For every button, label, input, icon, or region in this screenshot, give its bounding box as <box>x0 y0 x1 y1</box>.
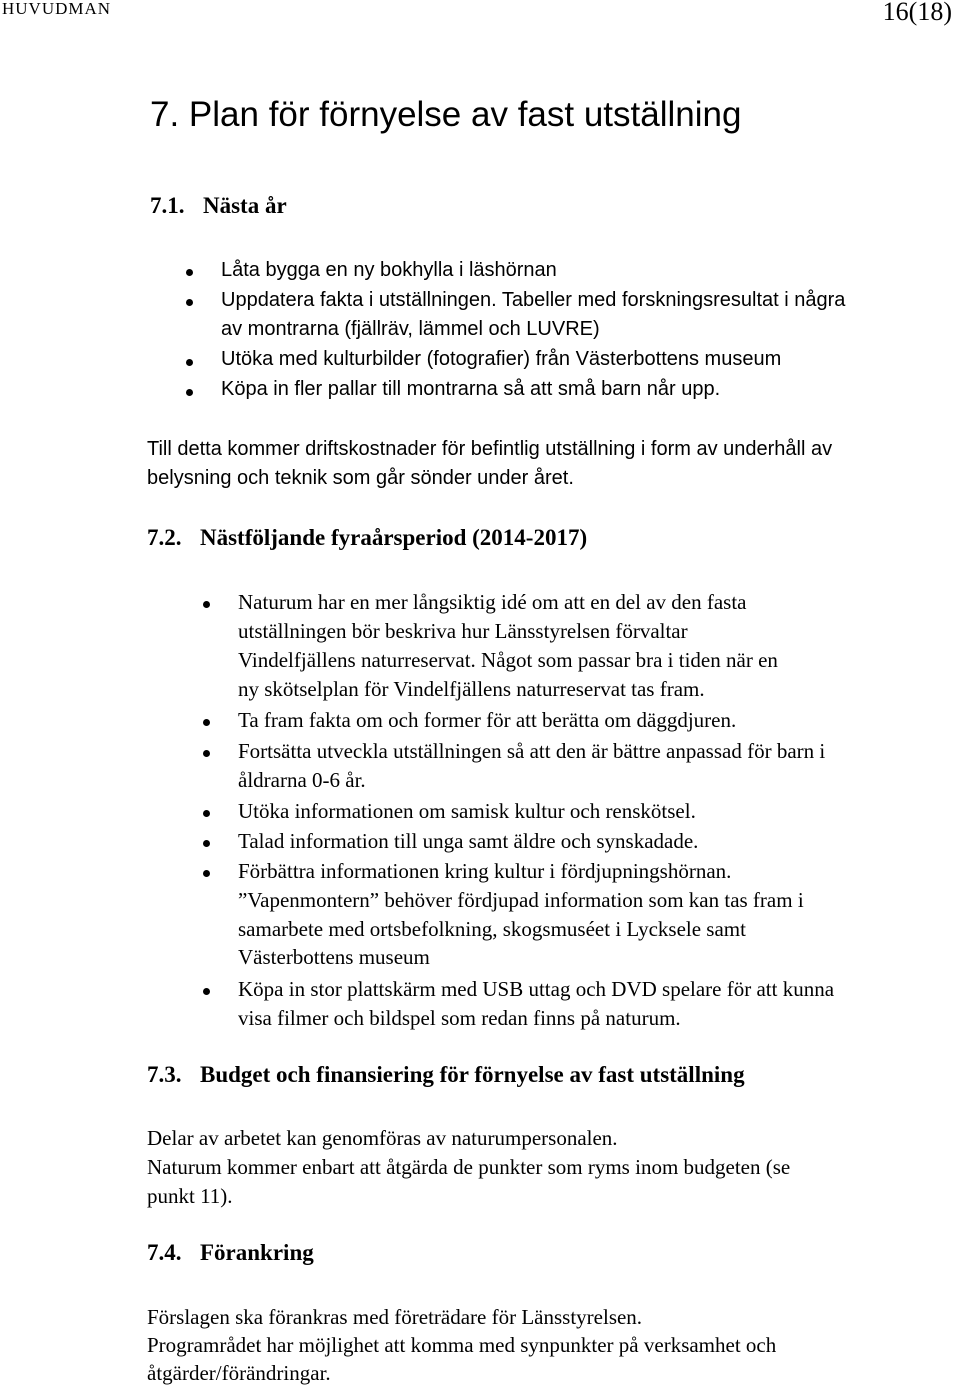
list-item: Utöka informationen om samisk kultur och renskötsel. <box>238 799 696 823</box>
paragraph-line: Delar av arbetet kan genomföras av naturumpersonalen. <box>147 1126 618 1150</box>
paragraph-line: Naturum kommer enbart att åtgärda de punkter som ryms inom budgeten (se <box>147 1155 791 1179</box>
section-heading: 7. Plan för förnyelse av fast utställning <box>150 95 742 134</box>
list-item: Förbättra informationen kring kultur i fördjupningshörnan. <box>238 859 732 883</box>
paragraph-line: punkt 11). <box>147 1184 233 1208</box>
list-item: Uppdatera fakta i utställningen. Tabeller med forskningsresultat i några <box>221 289 846 311</box>
list-item-continuation: utställningen bör beskriva hur Länsstyrelsen förvaltar <box>238 619 688 643</box>
list-item-continuation: av montrarna (fjällräv, lämmel och LUVRE) <box>221 318 600 340</box>
bullet-icon <box>203 750 210 757</box>
list-item: Låta bygga en ny bokhylla i läshörnan <box>221 259 557 281</box>
bullet-icon <box>203 601 210 608</box>
bullet-icon <box>186 269 193 276</box>
list-item-continuation: ny skötselplan för Vindelfjällens naturreservat tas fram. <box>238 677 705 701</box>
list-item: Köpa in stor plattskärm med USB uttag och DVD spelare för att kunna <box>238 977 835 1001</box>
paragraph-line: åtgärder/förändringar. <box>147 1361 331 1385</box>
subsection-heading-7-2 <box>147 525 587 551</box>
page-number: 16(18) <box>882 0 952 26</box>
paragraph-line: Förslagen ska förankras med företrädare för Länsstyrelsen. <box>147 1305 643 1329</box>
subsection-title: Nästföljande fyraårsperiod (2014-2017) <box>200 525 588 550</box>
list-item: Köpa in fler pallar till montrarna så att små barn når upp. <box>221 378 721 400</box>
subsection-heading-7-3 <box>147 1062 745 1088</box>
bullet-icon <box>203 810 210 817</box>
bullet-icon <box>203 719 210 726</box>
list-item: Fortsätta utveckla utställningen så att den är bättre anpassad för barn i <box>238 739 826 763</box>
subsection-title: Nästa år <box>203 193 287 218</box>
list-item-continuation: Västerbottens museum <box>238 945 430 969</box>
subsection-number: 7.1. <box>150 193 185 218</box>
list-item: Utöka med kulturbilder (fotografier) från Västerbottens museum <box>221 348 782 370</box>
list-item: Ta fram fakta om och former för att berätta om däggdjuren. <box>238 708 737 732</box>
bullet-icon <box>203 840 210 847</box>
bullet-icon <box>186 359 193 366</box>
bullet-icon <box>186 389 193 396</box>
subsection-title: Förankring <box>200 1240 314 1265</box>
list-item-continuation: Vindelfjällens naturreservat. Något som passar bra i tiden när en <box>238 648 778 672</box>
list-item: Talad information till unga samt äldre och synskadade. <box>238 829 699 853</box>
paragraph-line: Programrådet har möjlighet att komma med synpunkter på verksamhet och <box>147 1333 777 1357</box>
list-item-continuation: åldrarna 0-6 år. <box>238 768 366 792</box>
subsection-number: 7.3. <box>147 1062 182 1087</box>
bullet-icon <box>186 299 193 306</box>
list-item-continuation: ”Vapenmontern” behöver fördjupad information som kan tas fram i <box>238 888 804 912</box>
bullet-icon <box>203 988 210 995</box>
list-item-continuation: visa filmer och bildspel som redan finns på naturum. <box>238 1006 681 1030</box>
paragraph-line: Till detta kommer driftskostnader för befintlig utställning i form av underhåll av <box>147 438 833 460</box>
subsection-heading-7-1 <box>150 193 287 219</box>
subsection-title: Budget och finansiering för förnyelse av fast utställning <box>200 1062 745 1087</box>
subsection-number: 7.4. <box>147 1240 182 1265</box>
bullet-icon <box>203 870 210 877</box>
header-organization: HUVUDMAN <box>2 0 112 18</box>
subsection-heading-7-4 <box>147 1240 314 1266</box>
list-item: Naturum har en mer långsiktig idé om att en del av den fasta <box>238 590 747 614</box>
subsection-number: 7.2. <box>147 525 182 550</box>
paragraph-line: belysning och teknik som går sönder under året. <box>147 467 574 489</box>
list-item-continuation: samarbete med ortsbefolkning, skogsmuséet i Lycksele samt <box>238 917 746 941</box>
